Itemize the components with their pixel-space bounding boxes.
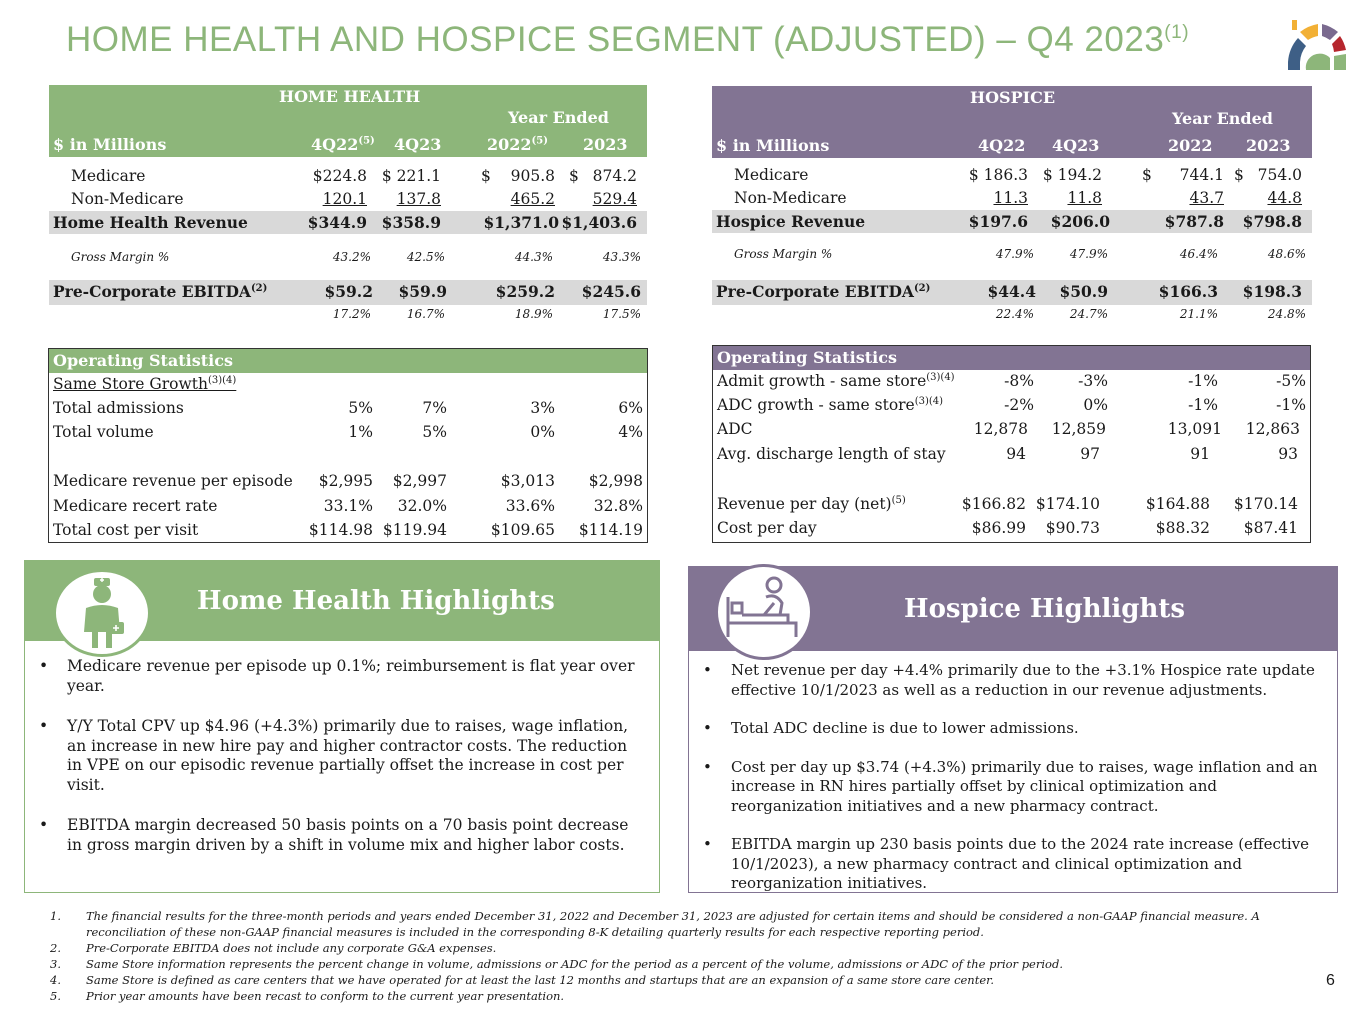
table-row-ebitda: Pre-Corporate EBITDA$^{(2)}$ $44.4 $50.9 $166.3 $198.3 [712, 280, 1312, 305]
hospice-operating-statistics [712, 345, 1311, 543]
highlights-list [25, 641, 659, 855]
table-row: Total cost per visit $114.98 $119.94 $109.65 $114.19 [53, 521, 643, 539]
hospice-highlights-panel [688, 566, 1338, 893]
table-row: Non-Medicare 11.3 11.8 43.7 44.8 [734, 189, 1302, 207]
col-header: 2023 [583, 135, 628, 154]
page-number: 6 [1326, 972, 1335, 989]
table-row: Revenue per day (net)$^{(5)}$ $166.82 $174.10 $164.88 $170.14 [717, 495, 1298, 514]
list-item: • EBITDA margin decreased 50 basis points on a 70 basis point decrease in gross margin driven by a shift in volume mix and higher labor costs. [39, 816, 629, 854]
table-row: Cost per day $86.99 $90.73 $88.32 $87.41 [717, 519, 1298, 537]
list-item: • Y/Y Total CPV up $4.96 (+4.3%) primarily due to raises, wage inflation, an increase in new hire pay and higher contractor costs. The reduction in VPE on our episodic revenue partially offset the increase in cost per visit. [39, 717, 629, 794]
table-row: Non-Medicare 120.1 137.8 465.2 529.4 [71, 190, 637, 208]
col-header: 4Q23 [1052, 136, 1100, 155]
table-row: Gross Margin % 43.2% 42.5% 44.3% 43.3% [71, 250, 641, 264]
col-header: 4Q22$^{(5)}$ [311, 135, 375, 154]
highlights-title: Hospice Highlights [689, 567, 1337, 651]
segment-title: HOME HEALTH [279, 87, 421, 106]
table-row: Avg. discharge length of stay 94 97 91 93 [717, 445, 1298, 463]
footnote: 2. Pre-Corporate EBITDA does not include any corporate G&A expenses. [50, 941, 497, 955]
highlights-title: Home Health Highlights [25, 561, 659, 641]
table-row-total: Hospice Revenue $197.6 $206.0 $787.8 $798.8 [712, 210, 1312, 233]
home-health-financial-table [49, 85, 647, 328]
col-header: 2022 [1168, 136, 1213, 155]
table-row: Same Store Growth$^{(3)(4)}$ [53, 375, 237, 394]
table-row: Total volume 1% 5% 0% 4% [53, 423, 643, 441]
list-item: • EBITDA margin up 230 basis points due to the 2024 rate increase (effective 10/1/2023), a new pharmacy contract and clinical optimization and reorganization initiatives. [703, 835, 1310, 892]
table-row: Gross Margin % 47.9% 47.9% 46.4% 48.6% [734, 247, 1306, 261]
table-row: Medicare revenue per episode $2,995 $2,997 $3,013 $2,998 [53, 472, 643, 490]
col-header: 4Q23 [394, 135, 442, 154]
list-item: • Net revenue per day +4.4% primarily due to the +3.1% Hospice rate update effective 10/1/2023 as well as a reduction in our revenue adjustments. [703, 661, 1315, 699]
list-item: • Cost per day up $3.74 (+4.3%) primarily due to raises, wage inflation and an increase in RN hires partially offset by clinical optimization and reorganization initiatives and a new pharmacy contract. [703, 757, 1318, 815]
ops-header: Operating Statistics [713, 346, 1310, 370]
footnote: 5. Prior year amounts have been recast to conform to the current year presentation. [50, 989, 565, 1003]
unit-label: $ in Millions [53, 135, 167, 154]
col-header: 2023 [1246, 136, 1291, 155]
unit-label: $ in Millions [716, 136, 830, 155]
table-row: ADC 12,878 12,859 13,091 12,863 [717, 420, 1300, 438]
page-title: HOME HEALTH AND HOSPICE SEGMENT (ADJUSTED) – Q4 2023$^{(1)}$ [66, 20, 1190, 59]
hospice-financial-table [712, 86, 1312, 328]
home-health-operating-statistics [48, 348, 648, 543]
list-item: • Total ADC decline is due to lower admissions. [703, 719, 1079, 737]
footnote: 4. Same Store is defined as care centers that we have operated for at least the last 12 months and startups that are an expansion of a same store care center. [50, 973, 995, 987]
table-row: Total admissions 5% 7% 3% 6% [53, 399, 643, 417]
table-row: Medicare $224.8 $ 221.1 $ 905.8 $ 874.2 [71, 167, 637, 185]
list-item: • Medicare revenue per episode up 0.1%; reimbursement is flat year over year. [39, 657, 635, 695]
home-health-highlights-panel [24, 560, 660, 893]
table-row-ebitda: Pre-Corporate EBITDA$^{(2)}$ $59.2 $59.9 $259.2 $245.6 [49, 280, 647, 305]
table-row: Medicare $ 186.3 $ 194.2 $ 744.1 $ 754.0 [734, 166, 1302, 184]
company-logo [1284, 18, 1348, 74]
year-ended-label: Year Ended [1172, 109, 1273, 128]
footnote: 1. The financial results for the three-month periods and years ended December 31, 2022 and December 31, 2023 are adjusted for certain items and should be considered a non-GAAP financial measure. A reconciliation of these non-GAAP financial measures is included in the corresponding 8-K detailing quarterly results for each respective reporting period. [50, 909, 1260, 939]
table-row: ADC growth - same store$^{(3)(4)}$ -2% 0% -1% -1% [717, 396, 1306, 415]
col-header: 2022$^{(5)}$ [487, 135, 548, 154]
table-row: 17.2% 16.7% 18.9% 17.5% [332, 307, 641, 321]
segment-title: HOSPICE [970, 88, 1056, 107]
table-header [712, 86, 1312, 158]
nurse-icon [53, 569, 151, 657]
table-row: Medicare recert rate 33.1% 32.0% 33.6% 32.8% [53, 497, 643, 515]
footnote: 3. Same Store information represents the percent change in volume, admissions or ADC for the period as a percent of the volume, admissions or ADC of the prior period. [50, 957, 1063, 971]
table-row-total: Home Health Revenue $344.9 $358.9 $1,371.0 $1,403.6 [49, 211, 647, 234]
highlights-list [689, 651, 1337, 894]
title-footnote-ref: (1) [1164, 22, 1190, 43]
table-header [49, 85, 647, 157]
table-row: Admit growth - same store$^{(3)(4)}$ -8% -3% -1% -5% [717, 372, 1306, 391]
ops-header: Operating Statistics [49, 349, 647, 373]
footnotes [50, 908, 1290, 1004]
table-row: 22.4% 24.7% 21.1% 24.8% [995, 307, 1306, 321]
col-header: 4Q22 [978, 136, 1026, 155]
patient-bed-icon [715, 564, 813, 660]
year-ended-label: Year Ended [508, 108, 609, 127]
